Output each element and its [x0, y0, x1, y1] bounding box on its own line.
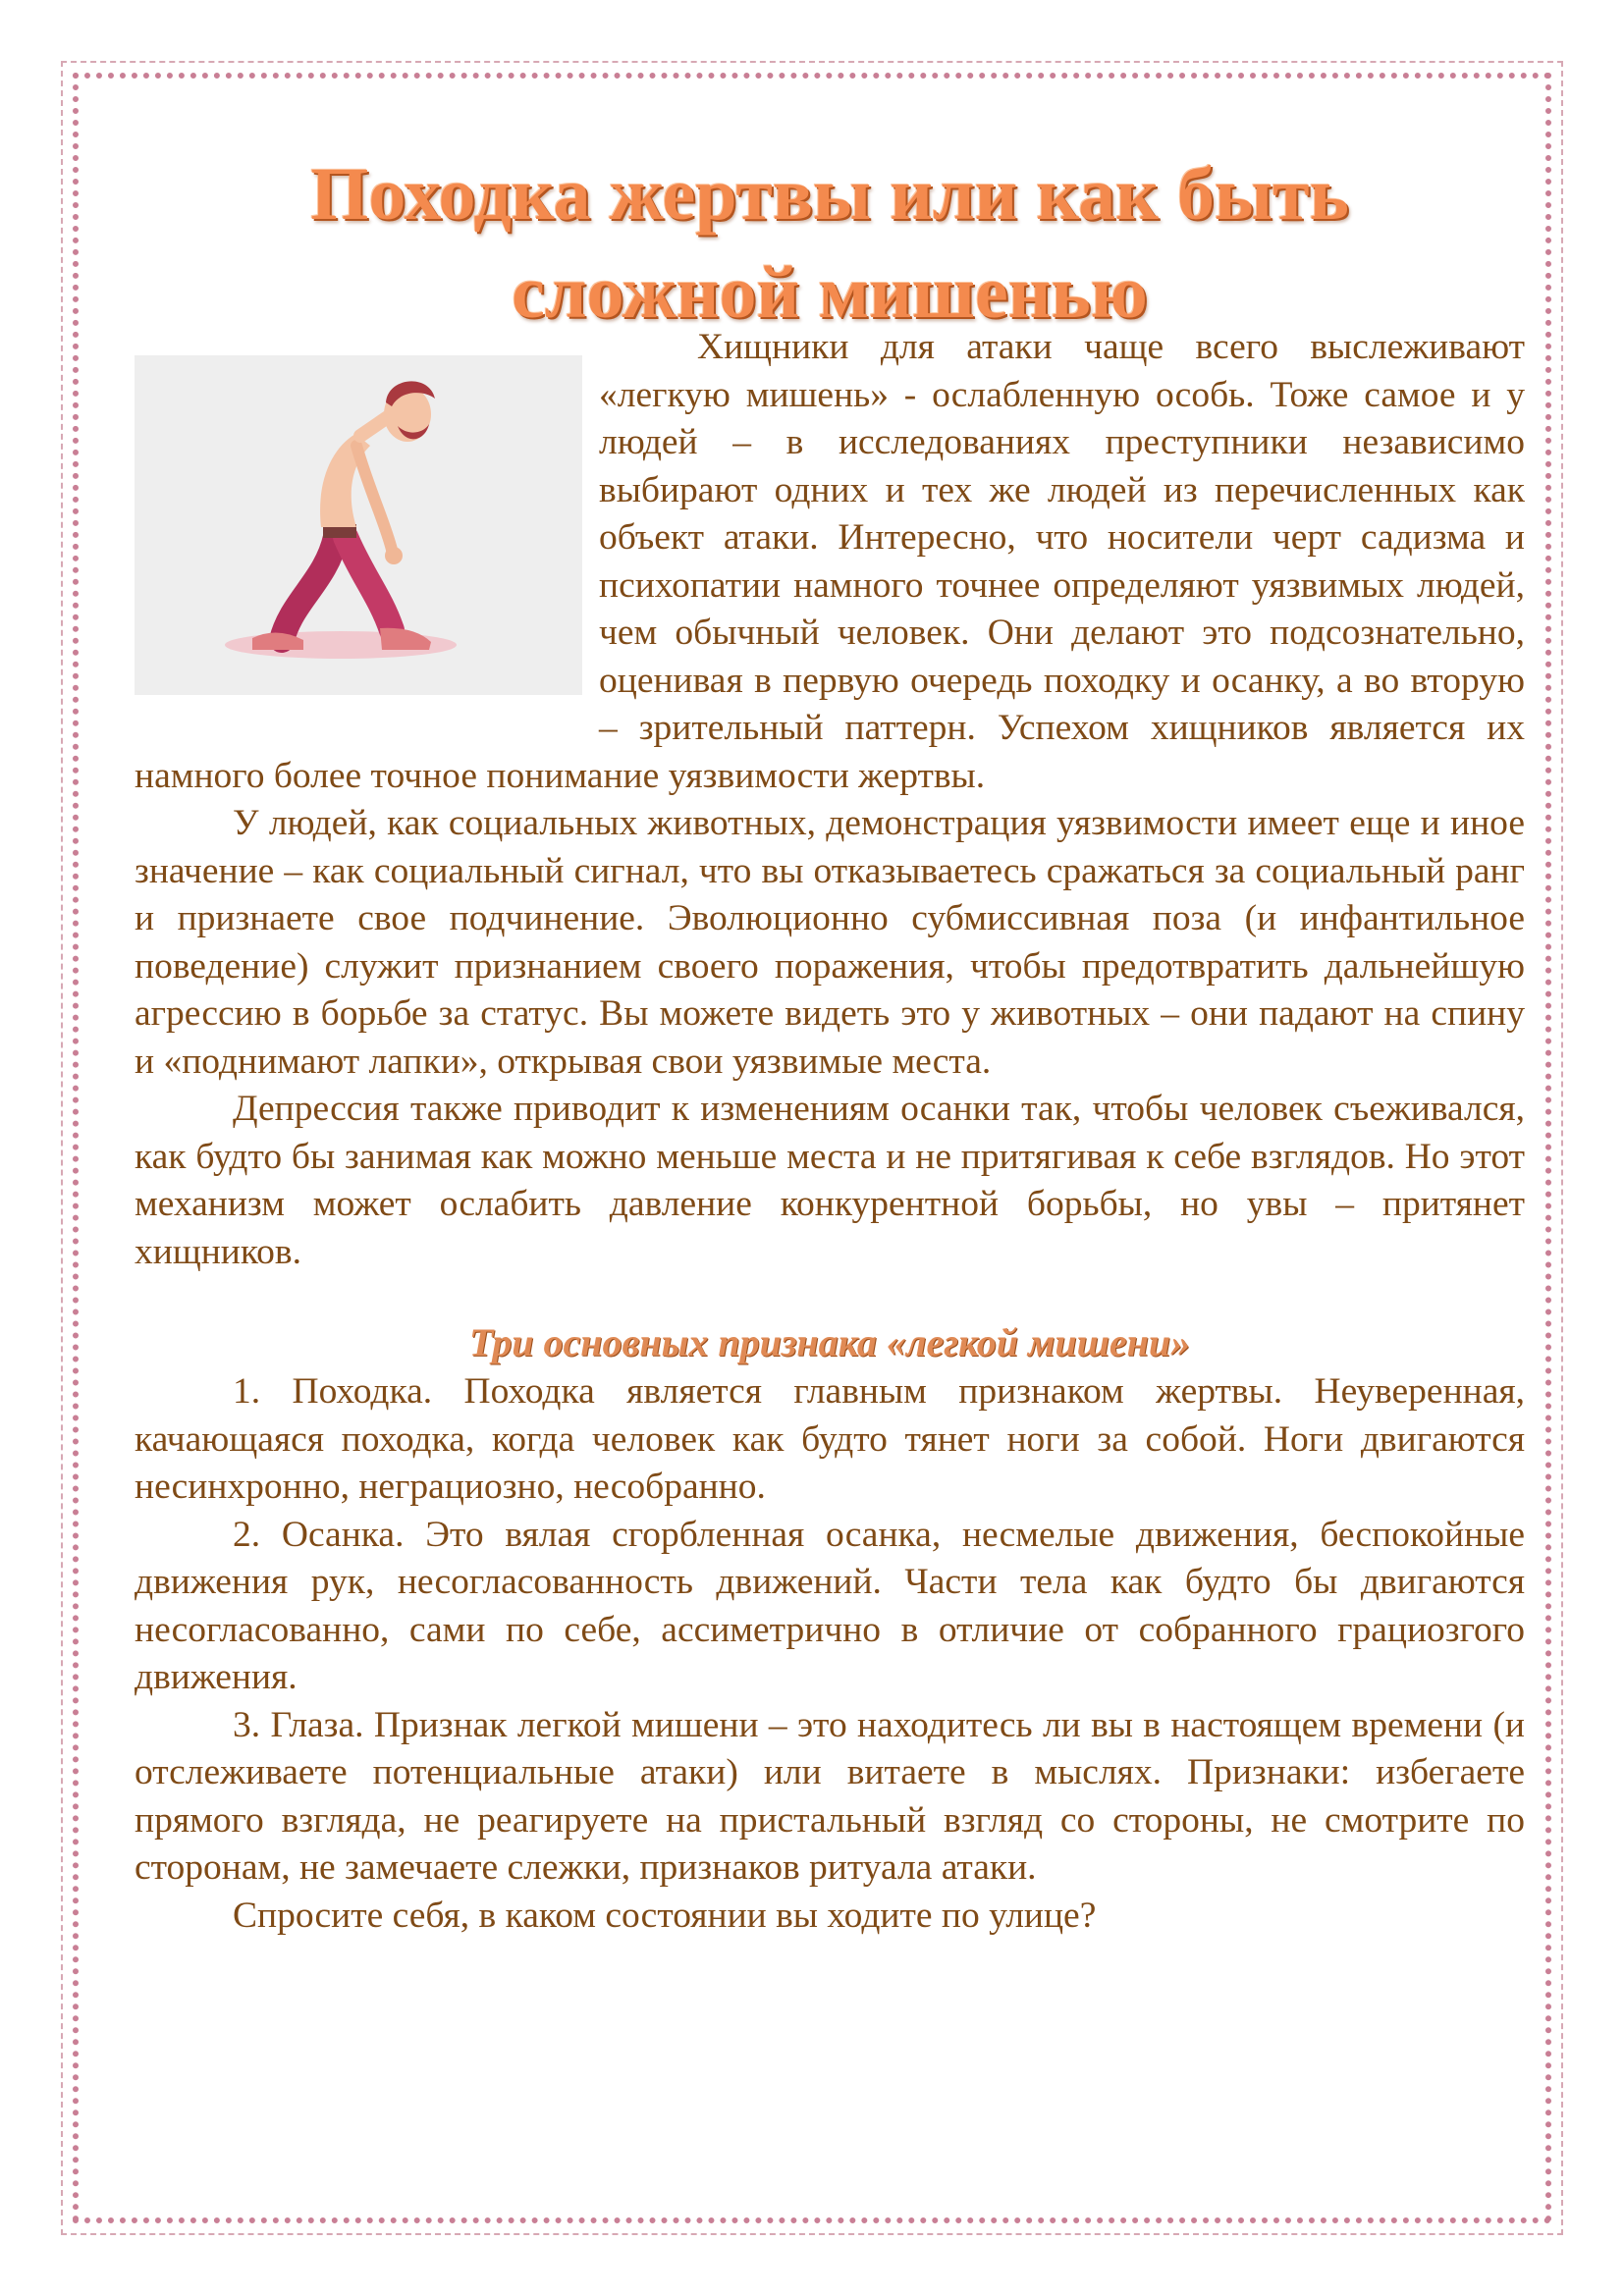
sign-item-eyes: 3. Глаза. Признак легкой мишени – это находитесь ли вы в настоящем времени (и отслеживаете потенциальные атаки) или витаете в мыслях. Признаки: избегаете прямого взгляда, не реагируете на пристальный взгляд со стороны, не смотрите по сторонам, не замечаете слежки, признаков ритуала атаки.	[135, 1704, 1525, 1888]
sign-item-posture: 2. Осанка. Это вялая сгорбленная осанка, несмелые движения, беспокойные движения рук, несогласованность движений. Части тела как будто бы двигаются несогласованно, сами по себе, ассиметрично в отличие от собранного грациозгого движения.	[135, 1514, 1525, 1697]
article-body	[135, 324, 1525, 1940]
paragraph-1: Хищники для атаки чаще всего выслеживают «легкую мишень» - ослабленную особь. Тоже самое и у людей – в исследованиях преступники независимо выбирают одних и тех же людей из перечисленных как объект атаки. Интересно, что носители черт садизма и психопатии намного точнее определяют уязвимых людей, чем обычный человек. Они делают это подсознательно, оценивая в первую очередь походку и осанку, а во вторую – зрительный паттерн. Успехом хищников является их намного более точное понимание уязвимости жертвы.	[135, 327, 1525, 796]
title-line-1: Походка жертвы или как быть	[310, 153, 1349, 236]
illustration-float-spacer	[135, 324, 599, 740]
paragraph-3: Депрессия также приводит к изменениям осанки так, чтобы человек съеживался, как будто бы занимая как можно меньше места и не притягивая к себе взглядов. Но этот механизм может ослабить давление конкурентной борьбы, но увы – притянет хищников.	[135, 1089, 1525, 1272]
page-title	[137, 145, 1522, 342]
sign-item-gait: 1. Походка. Походка является главным признаком жертвы. Неуверенная, качающаяся походка, когда человек как будто тянет ноги за собой. Ноги двигаются несинхронно, неграциозно, несобранно.	[135, 1371, 1525, 1507]
section-subtitle: Три основных признака «легкой мишени»	[468, 1320, 1191, 1364]
title-line-2: сложной мишенью	[512, 251, 1148, 334]
closing-question: Спросите себя, в каком состоянии вы ходите по улице?	[233, 1895, 1097, 1936]
paragraph-2: У людей, как социальных животных, демонстрация уязвимости имеет еще и иное значение – как социальный сигнал, что вы отказываетесь сражаться за социальный ранг и признаете свое подчинение. Эволюционно субмиссивная поза (и инфантильное поведение) служит признанием своего поражения, чтобы предотвратить дальнейшую агрессию в борьбе за статус. Вы можете видеть это у животных – они падают на спину и «поднимают лапки», открывая свои уязвимые места.	[135, 803, 1525, 1082]
